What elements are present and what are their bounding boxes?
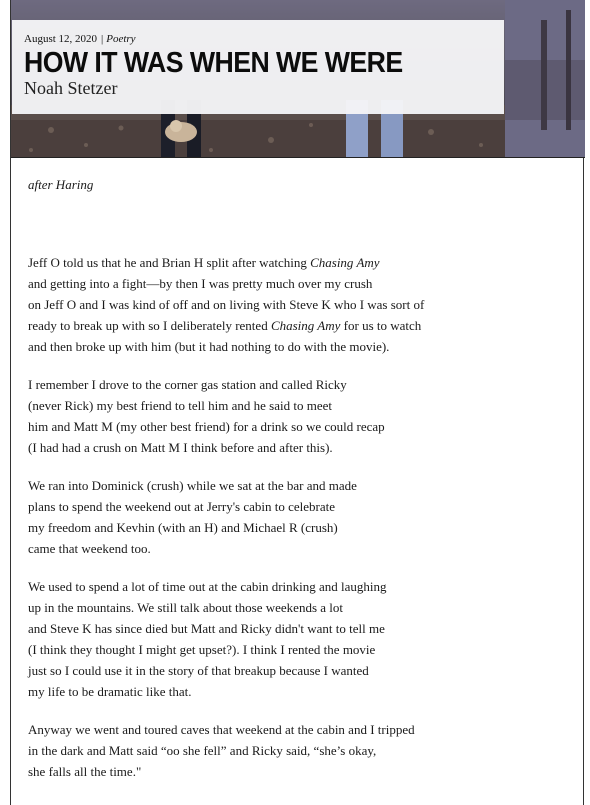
poem-line-text: (never Rick) my best friend to tell him and he said to meet bbox=[28, 398, 332, 413]
poem-line-text: on Jeff O and I was kind of off and on living with Steve K who I was sort of bbox=[28, 297, 425, 312]
poem-line bbox=[28, 719, 573, 740]
poem-line bbox=[28, 597, 573, 618]
poem-line-text: and getting into a fight—by then I was pretty much over my crush bbox=[28, 276, 373, 291]
poem-line-text: plans to spend the weekend out at Jerry's cabin to celebrate bbox=[28, 499, 336, 514]
meta-separator: | bbox=[101, 33, 104, 45]
poem-line bbox=[28, 374, 573, 395]
poem-line bbox=[28, 294, 573, 315]
poem-line-text: We ran into Dominick (crush) while we sat at the bar and made bbox=[28, 478, 357, 493]
poem-body bbox=[28, 252, 573, 799]
hero-image bbox=[11, 0, 585, 158]
poem-line-text: in the dark and Matt said “oo she fell” and Ricky said, “she’s okay, bbox=[28, 743, 377, 758]
poem-line-text: and Steve K has since died but Matt and Ricky didn't want to tell me bbox=[28, 621, 385, 636]
poem-line-text: Anyway we went and toured caves that weekend at the cabin and I tripped bbox=[28, 722, 415, 737]
poem-line-text: ready to break up with so I deliberately rented bbox=[28, 318, 271, 333]
poem-line-text: came that weekend too. bbox=[28, 541, 151, 556]
poem-line bbox=[28, 475, 573, 496]
poem-line bbox=[28, 681, 573, 702]
poem-line bbox=[28, 315, 573, 336]
epigraph: after Haring bbox=[28, 177, 94, 192]
poem-line bbox=[28, 517, 573, 538]
poem-line-italic: Chasing Amy bbox=[310, 255, 380, 270]
poem-line-italic: Chasing Amy bbox=[270, 318, 341, 333]
post-meta bbox=[24, 33, 136, 45]
poem-line-text: for us to watch bbox=[340, 318, 422, 333]
poem-line-text: and then broke up with him (but it had nothing to do with the movie). bbox=[28, 339, 390, 354]
poem-line bbox=[28, 618, 573, 639]
page-title: HOW IT WAS WHEN WE WERE bbox=[24, 47, 403, 79]
poem-line bbox=[28, 576, 573, 597]
poem-stanza bbox=[28, 576, 573, 702]
poem-line bbox=[28, 273, 573, 294]
article-page bbox=[10, 0, 584, 805]
poem-line bbox=[28, 761, 573, 782]
poem-line-text: just so I could use it in the story of that breakup because I wanted bbox=[28, 663, 369, 678]
poem-line bbox=[28, 395, 573, 416]
poem-line-text: him and Matt M (my other best friend) for a drink so we could recap bbox=[28, 419, 385, 434]
poem-line-text: she falls all the time." bbox=[28, 764, 142, 779]
poem-line bbox=[28, 252, 573, 273]
poem-line-text: (I had had a crush on Matt M I think before and after this). bbox=[28, 440, 333, 455]
poem-line-text: I remember I drove to the corner gas station and called Ricky bbox=[28, 377, 347, 392]
poem-stanza bbox=[28, 374, 573, 458]
poem-line bbox=[28, 416, 573, 437]
poem-line-text: Jeff O told us that he and Brian H split after watching bbox=[28, 255, 311, 270]
poem-stanza bbox=[28, 475, 573, 559]
poem-line bbox=[28, 660, 573, 681]
post-category-link[interactable]: Poetry bbox=[106, 33, 136, 45]
poem-line bbox=[28, 437, 573, 458]
poem-line bbox=[28, 740, 573, 761]
poem-line-text: We used to spend a lot of time out at the cabin drinking and laughing bbox=[28, 579, 387, 594]
poem-line-text: my life to be dramatic like that. bbox=[28, 684, 192, 699]
poem-line-text: up in the mountains. We still talk about those weekends a lot bbox=[28, 600, 343, 615]
poem-line bbox=[28, 538, 573, 559]
title-card bbox=[12, 20, 504, 114]
post-date: August 12, 2020 bbox=[24, 33, 98, 45]
poem-stanza bbox=[28, 252, 573, 357]
author-name[interactable]: Noah Stetzer bbox=[24, 78, 118, 98]
poem-line-text: (I think they thought I might get upset?). I think I rented the movie bbox=[28, 642, 376, 657]
poem-line bbox=[28, 496, 573, 517]
poem-line-text: my freedom and Kevhin (with an H) and Michael R (crush) bbox=[28, 520, 338, 535]
poem-line bbox=[28, 639, 573, 660]
poem-line bbox=[28, 336, 573, 357]
poem-stanza bbox=[28, 719, 573, 782]
